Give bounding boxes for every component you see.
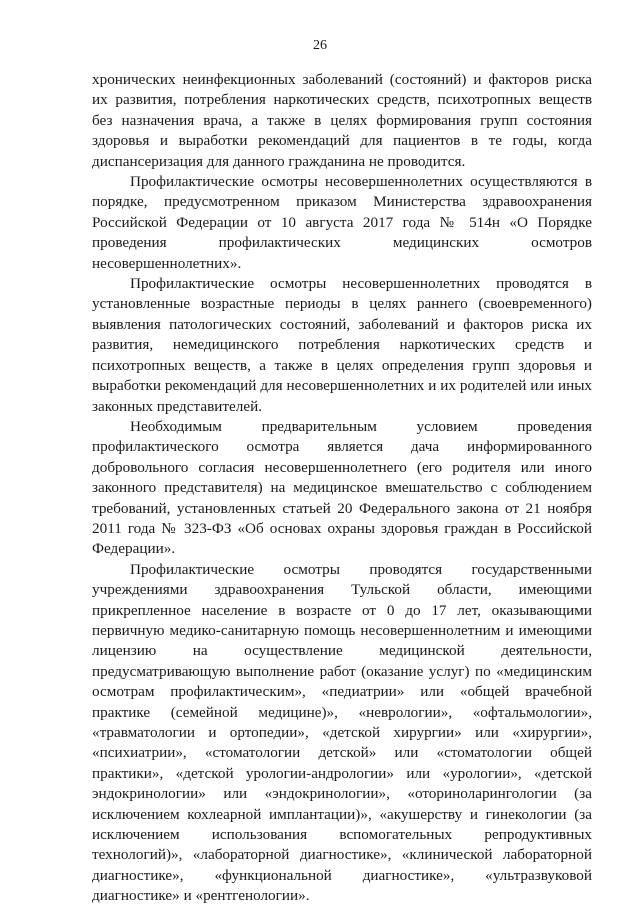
paragraph: Профилактические осмотры несовершеннолетних проводятся в установленные возрастные периоды в целях раннего (своевременного) выявления патологических состояний, заболеваний и факторов риска их развития, немедицинского потребления наркотических средств и психотропных веществ, а также в целях определения групп здоровья и выработки рекомендаций для несовершеннолетних и их родителей или иных законных представителей. — [92, 275, 592, 415]
page-number: 26 — [313, 38, 327, 53]
document-body — [92, 70, 592, 907]
paragraph: Профилактические осмотры несовершеннолетних осуществляются в порядке, предусмотренном приказом Министерства здравоохранения Российской Федерации от 10 августа 2017 года № 514н «О Порядке проведения профилактических медицинских осмотров несовершеннолетних». — [92, 173, 592, 272]
paragraph: Необходимым предварительным условием проведения профилактического осмотра является дача информированного добровольного согласия несовершеннолетнего (его родителя или иного законного представителя) на медицинское вмешательство с соблюдением требований, установленных статьей 20 Федерального закона от 21 ноября 2011 года № 323-ФЗ «Об основах охраны здоровья граждан в Российской Федерации». — [92, 417, 592, 558]
paragraph: Профилактические осмотры проводятся государственными учреждениями здравоохранения Тульской области, имеющими прикрепленное население в возрасте от 0 до 17 лет, оказывающими первичную медико-санитарную помощь несовершеннолетним и имеющими лицензию на осуществление медицинской деятельности, предусматривающую выполнение работ (оказание услуг) по «медицинским осмотрам профилактическим», «педиатрии» или «общей врачебной практике (семейной медицине)», «неврологии», «офтальмологии», «травматологии и ортопедии», «детской хирургии» или «хирургии», «психиатрии», «стоматологии детской» или «стоматологии общей практики», «детской урологии-андрологии» или «урологии», «детской эндокринологии» или «эндокринологии», «оториноларингологии (за исключением кохлеарной имплантации)», «акушерству и гинекологии (за исключением использования вспомогательных репродуктивных технологий)», «лабораторной диагностике», «клинической лабораторной диагностике», «функциональной диагностике», «ультразвуковой диагностике» и «рентгенологии». — [92, 560, 592, 905]
paragraph-continuation: хронических неинфекционных заболеваний (состояний) и факторов риска их развития, потребления наркотических средств, психотропных веществ без назначения врача, а также в целях формирования групп состояния здоровья и выработки рекомендаций для пациентов в те годы, когда диспансеризация для данного гражданина не проводится. — [92, 71, 592, 170]
